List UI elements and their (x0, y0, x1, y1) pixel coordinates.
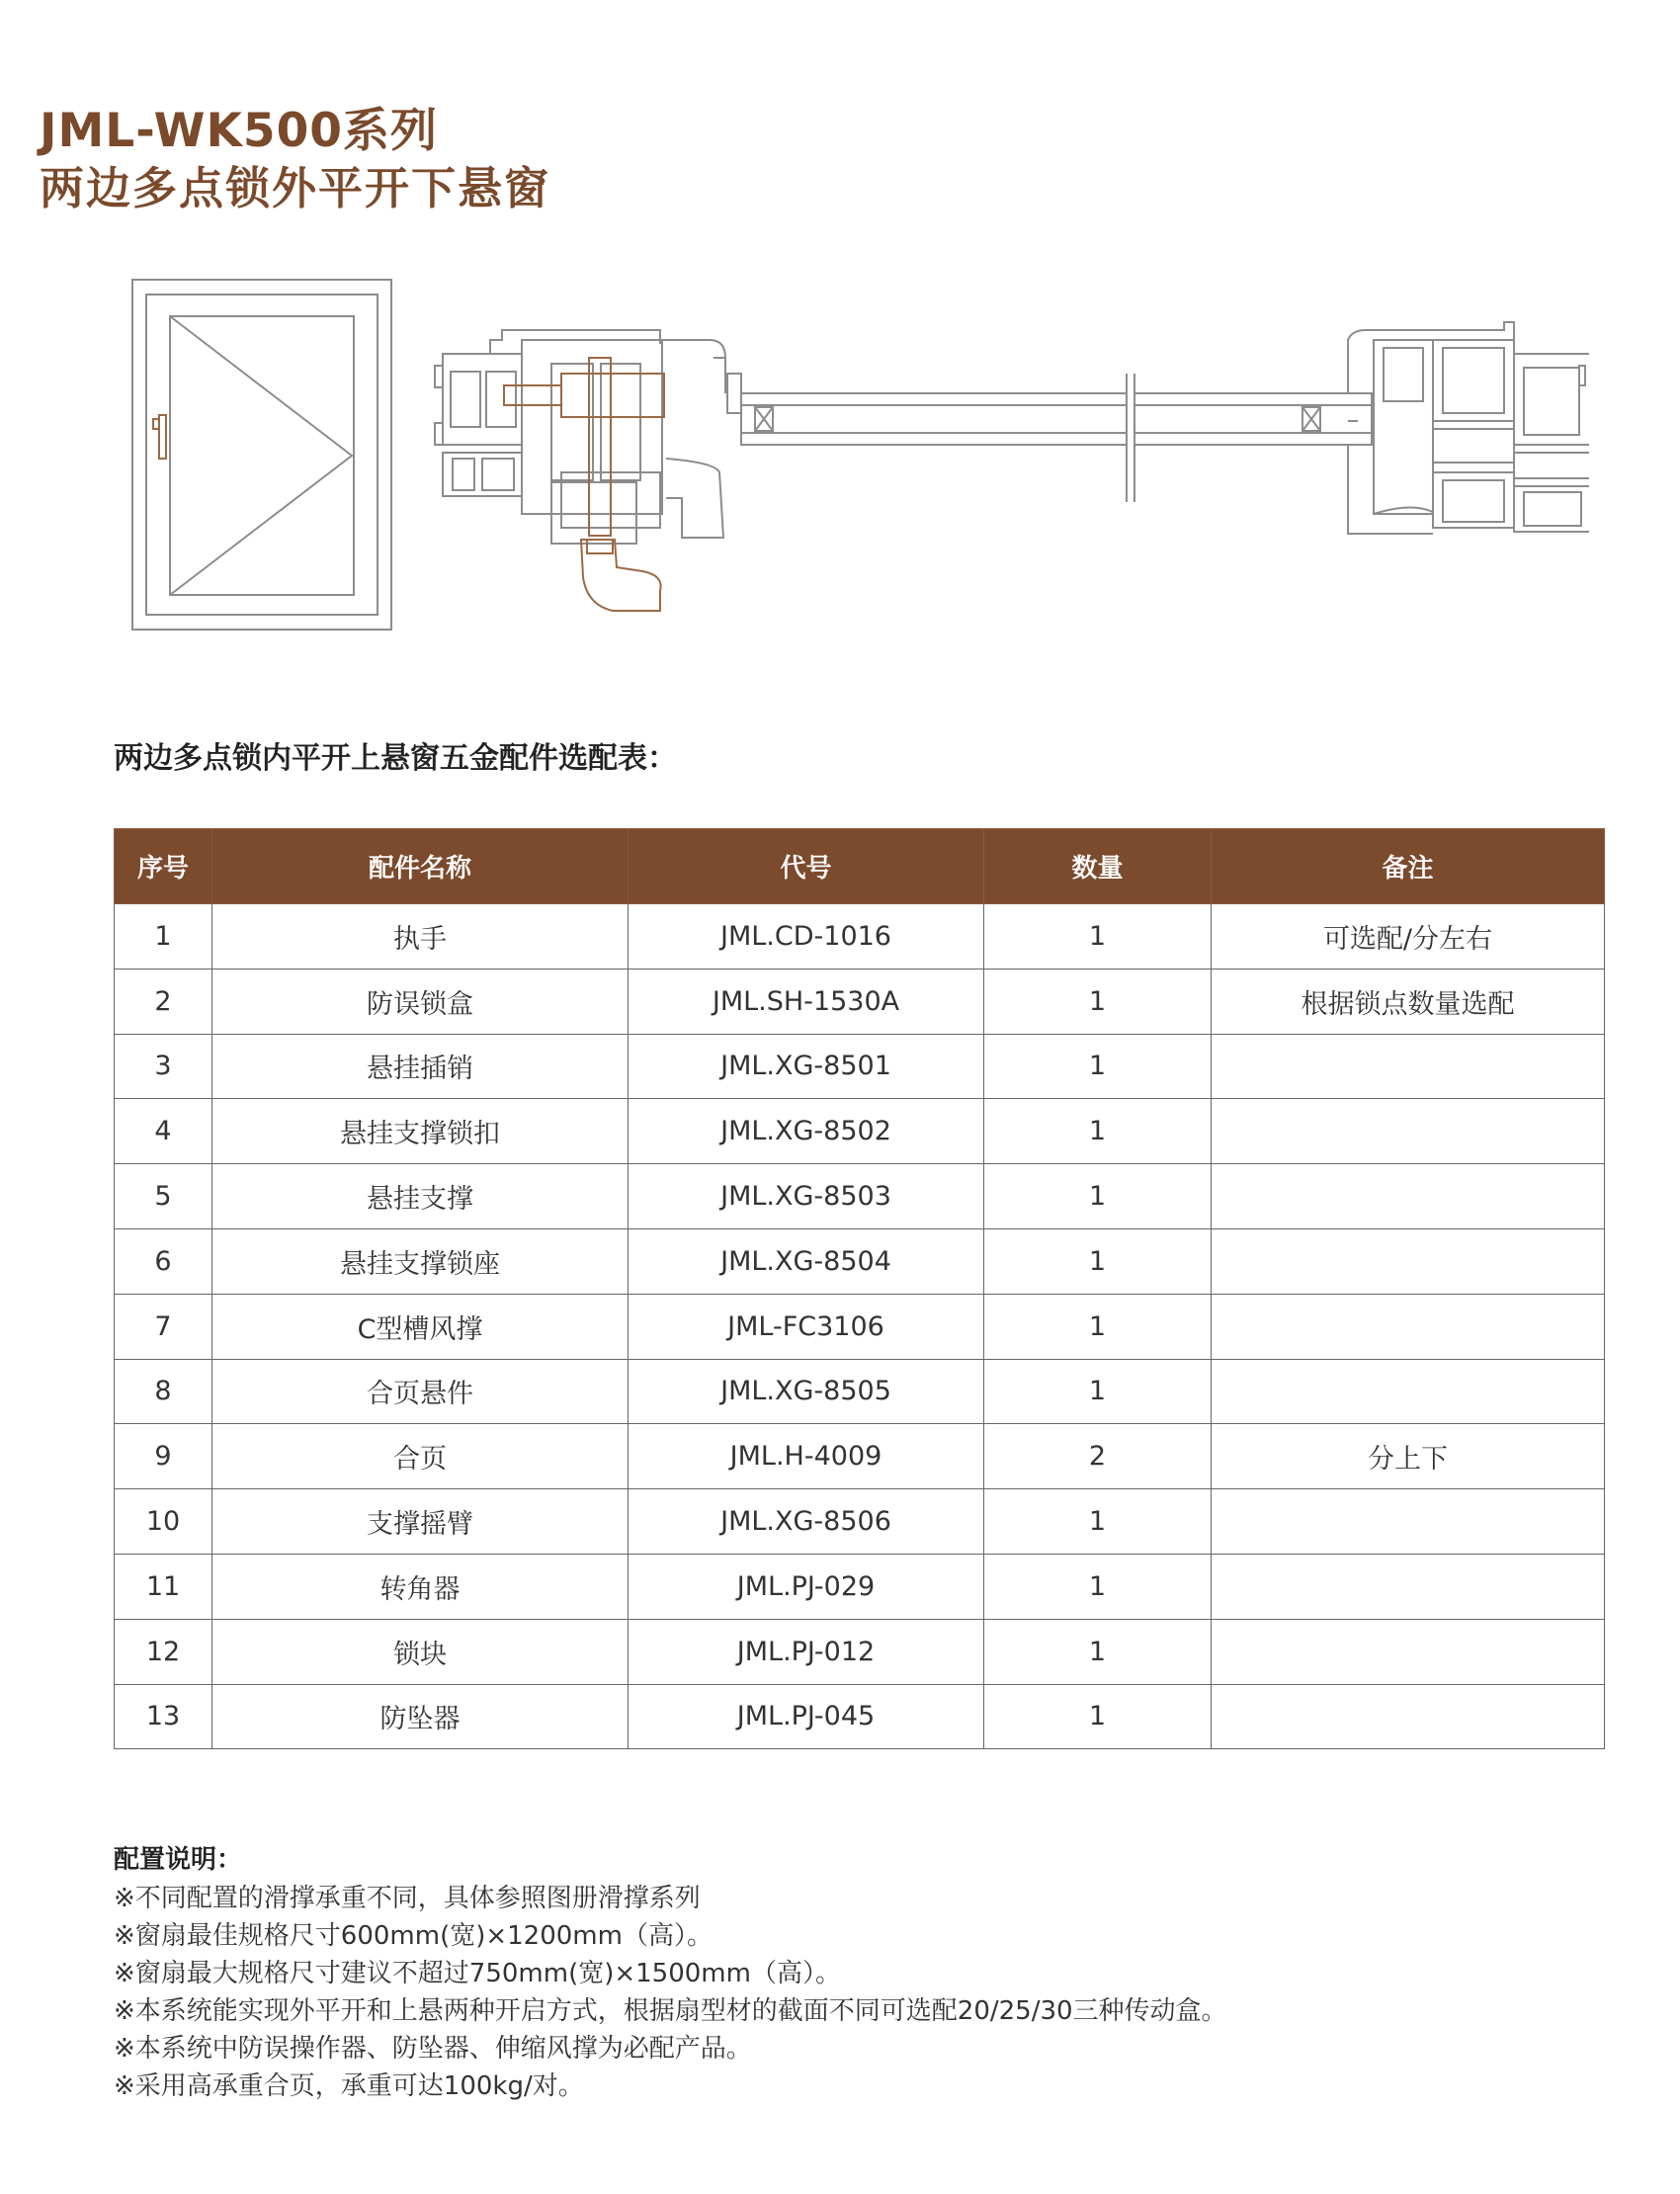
part-code: JML.CD-1016 (629, 904, 984, 970)
part-remarks (1212, 1684, 1605, 1749)
part-remarks (1212, 1294, 1605, 1359)
table-row (115, 1099, 1605, 1164)
table-row (115, 1359, 1605, 1424)
part-name: 支撑摇臂 (212, 1489, 629, 1555)
row-number: 13 (115, 1684, 212, 1749)
table-row (115, 1294, 1605, 1359)
part-name: 锁块 (212, 1619, 629, 1684)
column-header-number: 序号 (115, 829, 212, 904)
part-name: 悬挂支撑 (212, 1164, 629, 1229)
row-number: 12 (115, 1619, 212, 1684)
part-code: JML.XG-8505 (629, 1359, 984, 1424)
part-name: 悬挂支撑锁座 (212, 1228, 629, 1294)
series-title: JML-WK500系列 (40, 104, 438, 158)
part-remarks: 分上下 (1212, 1424, 1605, 1489)
table-row (115, 1164, 1605, 1229)
part-remarks: 可选配/分左右 (1212, 904, 1605, 970)
row-number: 10 (115, 1489, 212, 1555)
part-remarks (1212, 1489, 1605, 1555)
part-quantity: 1 (984, 1359, 1212, 1424)
part-quantity: 1 (984, 1684, 1212, 1749)
part-quantity: 1 (984, 1294, 1212, 1359)
row-number: 5 (115, 1164, 212, 1229)
row-number: 3 (115, 1034, 212, 1099)
part-quantity: 1 (984, 1228, 1212, 1294)
row-number: 2 (115, 969, 212, 1034)
product-title: 两边多点锁外平开下悬窗 (40, 162, 551, 214)
part-remarks (1212, 1359, 1605, 1424)
note-line: ※采用高承重合页，承重可达100kg/对。 (114, 2071, 584, 2101)
part-code: JML.XG-8502 (629, 1099, 984, 1164)
part-code: JML.PJ-045 (629, 1684, 984, 1749)
note-line: ※本系统能实现外平开和上悬两种开启方式，根据扇型材的截面不同可选配20/25/30三种传动盒。 (114, 1996, 1227, 2026)
table-row (115, 904, 1605, 970)
part-name: 防坠器 (212, 1684, 629, 1749)
part-quantity: 1 (984, 1164, 1212, 1229)
part-code: JML.XG-8501 (629, 1034, 984, 1099)
part-quantity: 1 (984, 1034, 1212, 1099)
row-number: 8 (115, 1359, 212, 1424)
row-number: 11 (115, 1554, 212, 1619)
table-row (115, 1228, 1605, 1294)
row-number: 1 (115, 904, 212, 970)
hardware-parts-table (114, 828, 1605, 1749)
column-header-code: 代号 (629, 829, 984, 904)
part-quantity: 1 (984, 1489, 1212, 1555)
table-row (115, 1034, 1605, 1099)
part-name: 执手 (212, 904, 629, 970)
part-code: JML.SH-1530A (629, 969, 984, 1034)
note-line: ※不同配置的滑撑承重不同，具体参照图册滑撑系列 (114, 1884, 701, 1913)
part-quantity: 1 (984, 1619, 1212, 1684)
part-remarks (1212, 1619, 1605, 1684)
part-remarks (1212, 1164, 1605, 1229)
table-heading: 两边多点锁内平开上悬窗五金配件选配表： (114, 741, 677, 776)
configuration-notes (114, 1840, 1227, 2105)
part-code: JML.XG-8504 (629, 1228, 984, 1294)
part-quantity: 1 (984, 1554, 1212, 1619)
row-number: 9 (115, 1424, 212, 1489)
table-row (115, 1619, 1605, 1684)
part-name: 防误锁盒 (212, 969, 629, 1034)
note-line: ※本系统中防误操作器、防坠器、伸缩风撑为必配产品。 (114, 2034, 752, 2064)
part-name: 悬挂插销 (212, 1034, 629, 1099)
part-name: 合页 (212, 1424, 629, 1489)
part-remarks (1212, 1554, 1605, 1619)
part-code: JML-FC3106 (629, 1294, 984, 1359)
table-row (115, 1684, 1605, 1749)
part-code: JML.PJ-012 (629, 1619, 984, 1684)
column-header-quantity: 数量 (984, 829, 1212, 904)
part-name: 转角器 (212, 1554, 629, 1619)
part-name: 悬挂支撑锁扣 (212, 1099, 629, 1164)
part-remarks (1212, 1034, 1605, 1099)
notes-title: 配置说明： (114, 1845, 243, 1875)
part-name: 合页悬件 (212, 1359, 629, 1424)
part-name: C型槽风撑 (212, 1294, 629, 1359)
part-remarks (1212, 1099, 1605, 1164)
part-quantity: 1 (984, 904, 1212, 970)
window-handle-icon (153, 415, 166, 459)
table-row (115, 1554, 1605, 1619)
row-number: 4 (115, 1099, 212, 1164)
table-header-row (115, 829, 1605, 904)
part-remarks: 根据锁点数量选配 (1212, 969, 1605, 1034)
title-block (40, 103, 550, 217)
part-code: JML.PJ-029 (629, 1554, 984, 1619)
note-line: ※窗扇最佳规格尺寸600mm(宽)×1200mm（高）。 (114, 1921, 713, 1951)
part-code: JML.XG-8506 (629, 1489, 984, 1555)
column-header-part-name: 配件名称 (212, 829, 629, 904)
part-code: JML.H-4009 (629, 1424, 984, 1489)
right-profile-section (1348, 322, 1589, 534)
part-code: JML.XG-8503 (629, 1164, 984, 1229)
glass-unit-section (741, 374, 1372, 502)
table-row (115, 1489, 1605, 1555)
part-quantity: 1 (984, 1099, 1212, 1164)
window-elevation-diagram (132, 280, 391, 630)
table-row (115, 1424, 1605, 1489)
product-drawing (126, 275, 1589, 650)
part-quantity: 1 (984, 969, 1212, 1034)
table-row (115, 969, 1605, 1034)
note-line: ※窗扇最大规格尺寸建议不超过750mm(宽)×1500mm（高）。 (114, 1959, 841, 1988)
row-number: 7 (115, 1294, 212, 1359)
part-quantity: 2 (984, 1424, 1212, 1489)
part-remarks (1212, 1228, 1605, 1294)
column-header-remarks: 备注 (1212, 829, 1605, 904)
row-number: 6 (115, 1228, 212, 1294)
